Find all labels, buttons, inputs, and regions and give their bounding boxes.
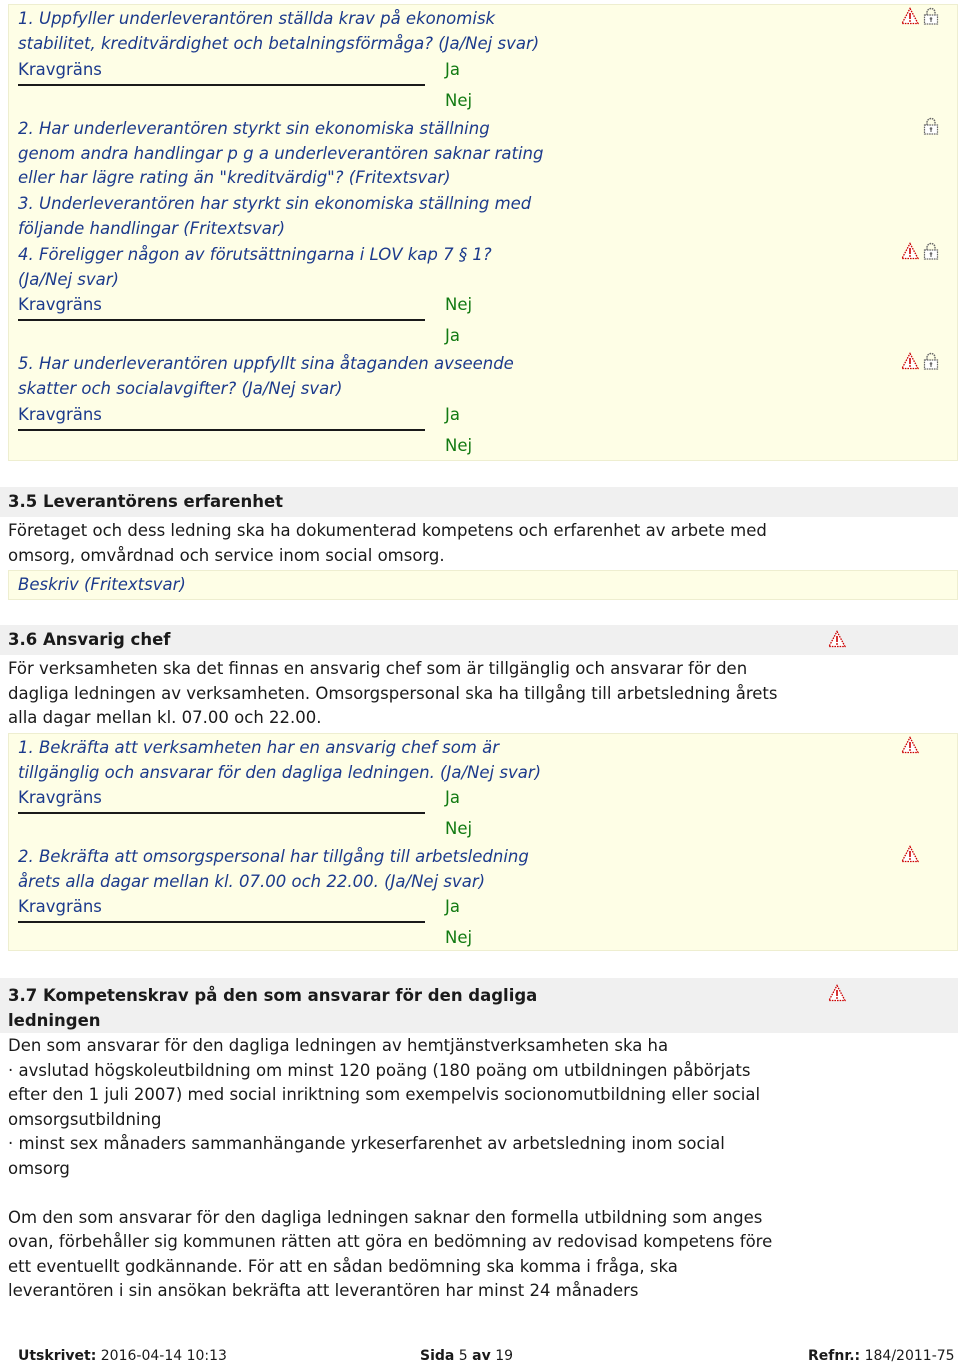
body-line: · minst sex månaders sammanhängande yrkeserfarenhet av arbetsledning inom social: [8, 1134, 725, 1153]
body-line: omsorgsutbildning: [8, 1109, 162, 1129]
kravgrans-line: [18, 921, 425, 923]
section-number: 3.7: [8, 986, 38, 1005]
body-line: efter den 1 juli 2007) med social inriktning som exempelvis socionomutbildning eller social: [8, 1085, 761, 1104]
body-line: leverantören i sin ansökan bekräfta att leverantören har minst 24 månaders: [8, 1281, 639, 1300]
kravgrans-label: Kravgräns: [18, 60, 102, 79]
kravgrans-line: [18, 319, 425, 321]
body-line: · avslutad högskoleutbildning om minst 120 poäng (180 poäng om utbildningen påbörjats: [8, 1060, 751, 1080]
section-title-3-5: [8, 492, 283, 511]
answer-option-nej[interactable]: Nej: [445, 819, 473, 838]
warning-icon[interactable]: [828, 984, 846, 1002]
body-line: Den som ansvarar för den dagliga ledningen av hemtjänstverksamheten ska ha: [8, 1036, 669, 1055]
page-current: 5: [454, 1348, 473, 1364]
answer-option-nej[interactable]: Nej: [445, 91, 473, 110]
lock-icon[interactable]: [922, 117, 940, 135]
ref-label: Refnr.:: [808, 1348, 861, 1364]
body-line: Om den som ansvarar för den dagliga ledningen saknar den formella utbildning som anges: [8, 1207, 763, 1227]
question-2-text: [18, 117, 543, 191]
body-line: dagliga ledningen av verksamheten. Omsorgspersonal ska ha tillgång till arbetsledning årets: [8, 683, 778, 703]
section-title-text: Leverantörens erfarenhet: [37, 492, 284, 511]
question-line: 1. Bekräfta att verksamheten har en ansvarig chef som är: [18, 738, 500, 757]
question-1-text: [18, 7, 539, 56]
ref-value: 184/2011-75: [860, 1348, 955, 1364]
answer-option-ja[interactable]: Ja: [445, 788, 460, 807]
kravgrans-line: [18, 812, 425, 814]
kravgrans-line: [18, 429, 425, 431]
section-body-3-5: [8, 519, 767, 568]
question-line: 2. Har underleverantören styrkt sin ekonomiska ställning: [18, 119, 490, 138]
answer-option-ja[interactable]: Ja: [445, 405, 460, 424]
question-line: genom andra handlingar p g a underleverantören saknar rating: [18, 143, 544, 163]
warning-icon[interactable]: [901, 736, 919, 754]
question-line: tillgänglig och ansvarar för den dagliga ledningen. (Ja/Nej svar): [18, 762, 542, 782]
printed-value: 2016-04-14 10:13: [96, 1348, 227, 1364]
question-3-text: [18, 192, 531, 241]
body-line: omsorg: [8, 1158, 70, 1178]
footer-printed: [18, 1348, 227, 1364]
question-line: (Ja/Nej svar): [18, 269, 119, 289]
page-label: Sida: [420, 1348, 455, 1364]
question-line: 4. Föreligger någon av förutsättningarna i LOV kap 7 § 1?: [18, 245, 492, 264]
answer-option-nej[interactable]: Nej: [445, 295, 473, 314]
answer-option-ja[interactable]: Ja: [445, 60, 460, 79]
answer-option-nej[interactable]: Nej: [445, 436, 473, 455]
section-title-text: ledningen: [8, 1010, 101, 1030]
section-title-3-7: [8, 984, 537, 1033]
kravgrans-label: Kravgräns: [18, 788, 102, 807]
section-body-3-7: [8, 1034, 772, 1304]
body-line: ett eventuellt godkännande. För att en sådan bedömning ska komma i fråga, ska: [8, 1256, 678, 1276]
question-line: 5. Har underleverantören uppfyllt sina åtaganden avseende: [18, 354, 514, 373]
question-line: 2. Bekräfta att omsorgspersonal har tillgång till arbetsledning: [18, 847, 529, 866]
body-line: ovan, förbehåller sig kommunen rätten att göra en bedömning av redovisad kompetens före: [8, 1232, 773, 1251]
lock-icon[interactable]: [922, 7, 940, 25]
footer-ref: [808, 1348, 955, 1364]
printed-label: Utskrivet:: [18, 1348, 97, 1364]
question-text: Beskriv (Fritextsvar): [18, 575, 186, 594]
page-of-label: av: [472, 1348, 491, 1364]
question-1-text: [18, 736, 541, 785]
page-total: 19: [490, 1348, 514, 1364]
kravgrans-label: Kravgräns: [18, 405, 102, 424]
section-title-3-6: [8, 630, 170, 649]
lock-icon[interactable]: [922, 242, 940, 260]
section-body-3-6: [8, 657, 777, 731]
section-title-text: Ansvarig chef: [37, 630, 171, 649]
footer-page: [420, 1348, 513, 1364]
warning-icon[interactable]: [901, 242, 919, 260]
question-line: årets alla dagar mellan kl. 07.00 och 22.00. (Ja/Nej svar): [18, 871, 486, 891]
body-line: omsorg, omvårdnad och service inom social omsorg.: [8, 545, 445, 565]
kravgrans-label: Kravgräns: [18, 897, 102, 916]
question-line: följande handlingar (Fritextsvar): [18, 218, 286, 238]
question-line: 3. Underleverantören har styrkt sin ekonomiska ställning med: [18, 194, 532, 213]
warning-icon[interactable]: [901, 352, 919, 370]
kravgrans-label: Kravgräns: [18, 295, 102, 314]
warning-icon[interactable]: [828, 630, 846, 648]
question-2-text: [18, 845, 529, 894]
question-line: eller har lägre rating än "kreditvärdig"? (Fritextsvar): [18, 168, 451, 187]
question-line: stabilitet, kreditvärdighet och betalningsförmåga? (Ja/Nej svar): [18, 33, 540, 53]
answer-option-ja[interactable]: Ja: [445, 326, 460, 345]
answer-option-nej[interactable]: Nej: [445, 928, 473, 947]
question-line: 1. Uppfyller underleverantören ställda krav på ekonomisk: [18, 9, 496, 28]
answer-option-ja[interactable]: Ja: [445, 897, 460, 916]
body-line: Företaget och dess ledning ska ha dokumenterad kompetens och erfarenhet av arbete med: [8, 521, 767, 540]
question-line: skatter och socialavgifter? (Ja/Nej svar): [18, 378, 343, 398]
kravgrans-line: [18, 84, 425, 86]
body-line: alla dagar mellan kl. 07.00 och 22.00.: [8, 708, 322, 727]
paragraph-spacer: [8, 1181, 772, 1206]
warning-icon[interactable]: [901, 845, 919, 863]
question-5-text: [18, 352, 514, 401]
section-title-text: Kompetenskrav på den som ansvarar för den dagliga: [37, 986, 538, 1005]
question-4-text: [18, 243, 492, 292]
lock-icon[interactable]: [922, 352, 940, 370]
warning-icon[interactable]: [901, 7, 919, 25]
section-number: 3.5: [8, 492, 38, 511]
body-line: För verksamheten ska det finnas en ansvarig chef som är tillgänglig och ansvarar för den: [8, 659, 748, 678]
section-number: 3.6: [8, 630, 38, 649]
